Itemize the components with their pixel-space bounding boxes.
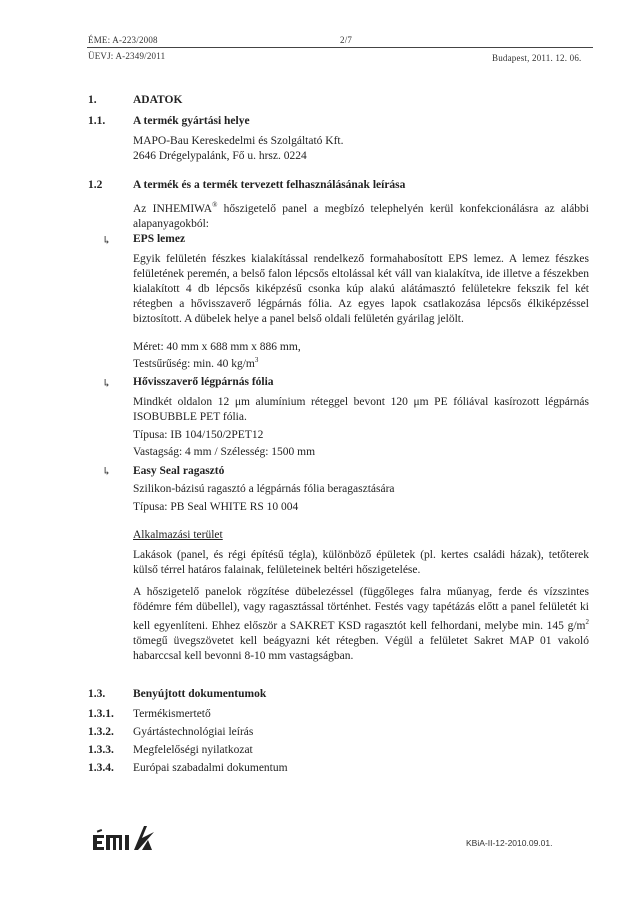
application-heading: Alkalmazási terület	[133, 529, 223, 541]
section-1-2-intro: Az INHEMIWA® hőszigetelő panel a megbízó telephelyén kerül konfekcionálásra az alábbi alapanyagokból:	[133, 201, 589, 230]
doc-item-number: 1.3.3.	[88, 744, 114, 756]
eps-description: Egyik felületén fészkes kialakítással rendelkező formahabosított EPS lemez. A lemez fészkes felületének peremén, a belső falon lépcsős eltolással két váll van kialakítva, ide illetve a fészekben kialakított 4 db lépcsős kiképzésű csonka kúp alakú alátámasztó felületekre fekszik fel két rétegben a hővisszaverő légpárnás fólia. Az egyes lapok csatlakozása lépcsős élkiképzéssel biztosított. A dübelek helye a panel belső oldali felületén gyárilag jelölt.	[133, 253, 589, 325]
city-date: Budapest, 2011. 12. 06.	[492, 53, 582, 63]
form-code: KBiA-II-12-2010.09.01.	[466, 838, 553, 848]
section-1-2-number: 1.2	[88, 179, 103, 191]
emi-logo-icon	[92, 824, 158, 854]
application-paragraph-2: A hőszigetelő panelok rögzítése dübelezéssel (függőleges falra műanyag, ferde és vízszintes födémre fém dübellel), vagy ragasztással történhet. Festés vagy tapétázás előtt a panel felületét ki kell egyenlíteni. Ehhez először a SAKRET KSD ragasztót kell felhordani, melybe min. 145 $g/m^2$ tömegű üvegszövetet kell beágyazni két rétegben. Végül a felületet Sakret MAP 01 vakoló habarccsal kell bevonni 8-10 mm vastagságban.	[133, 586, 589, 662]
seal-title: Easy Seal ragasztó	[133, 465, 225, 477]
emi-logo	[92, 824, 158, 859]
eps-title: EPS lemez	[133, 233, 186, 245]
doc-item-label: Európai szabadalmi dokumentum	[133, 762, 288, 774]
eps-density: Testsűrűség: min. 40 $kg/m^3$	[133, 356, 259, 370]
foil-dimensions: Vastagság: 4 mm / Szélesség: 1500 mm	[133, 446, 316, 458]
application-paragraph-1: Lakások (panel, és régi építésű tégla), különböző épületek (pl. kertes családi házak), tetőterek külső térrel határos falainak, felületeinek beltéri hőszigetelése.	[133, 549, 589, 576]
foil-description: Mindkét oldalon 12 μm alumínium réteggel bevont 120 μm PE fóliával kasírozott légpárnás ISOBUBBLE PET fólia.	[133, 396, 589, 423]
eme-number: ÉME: A-223/2008	[88, 35, 158, 45]
foil-type: Típusa: IB 104/150/2PET12	[133, 429, 264, 441]
manufacturer-name: MAPO-Bau Kereskedelmi és Szolgáltató Kft.	[133, 135, 344, 147]
doc-item-label: Gyártástechnológiai leírás	[133, 726, 254, 738]
section-1-title: ADATOK	[133, 94, 183, 106]
arrow-icon: ↳	[102, 466, 112, 478]
section-1-2-title: A termék és a termék tervezett felhasználásának leírása	[133, 179, 406, 191]
arrow-icon: ↳	[102, 378, 112, 390]
section-1-number: 1.	[88, 94, 97, 106]
foil-title: Hővisszaverő légpárnás fólia	[133, 376, 274, 388]
seal-description: Szilikon-bázisú ragasztó a légpárnás fólia beragasztására	[133, 483, 395, 495]
section-1-3-title: Benyújtott dokumentumok	[133, 688, 267, 700]
doc-item-number: 1.3.2.	[88, 726, 114, 738]
header-rule	[87, 47, 593, 48]
doc-item-number: 1.3.1.	[88, 708, 114, 720]
doc-item-number: 1.3.4.	[88, 762, 114, 774]
section-1-1-title: A termék gyártási helye	[133, 115, 250, 127]
uevj-number: ÜEVJ: A-2349/2011	[88, 51, 166, 61]
arrow-icon: ↳	[102, 235, 112, 247]
doc-item-label: Megfelelőségi nyilatkozat	[133, 744, 253, 756]
eps-size: Méret: 40 mm x 688 mm x 886 mm,	[133, 341, 301, 353]
doc-item-label: Termékismertető	[133, 708, 211, 720]
seal-type: Típusa: PB Seal WHITE RS 10 004	[133, 501, 299, 513]
section-1-3-number: 1.3.	[88, 688, 106, 700]
section-1-1-number: 1.1.	[88, 115, 106, 127]
page-number: 2/7	[340, 35, 353, 45]
manufacturer-address: 2646 Drégelypalánk, Fő u. hrsz. 0224	[133, 150, 307, 162]
